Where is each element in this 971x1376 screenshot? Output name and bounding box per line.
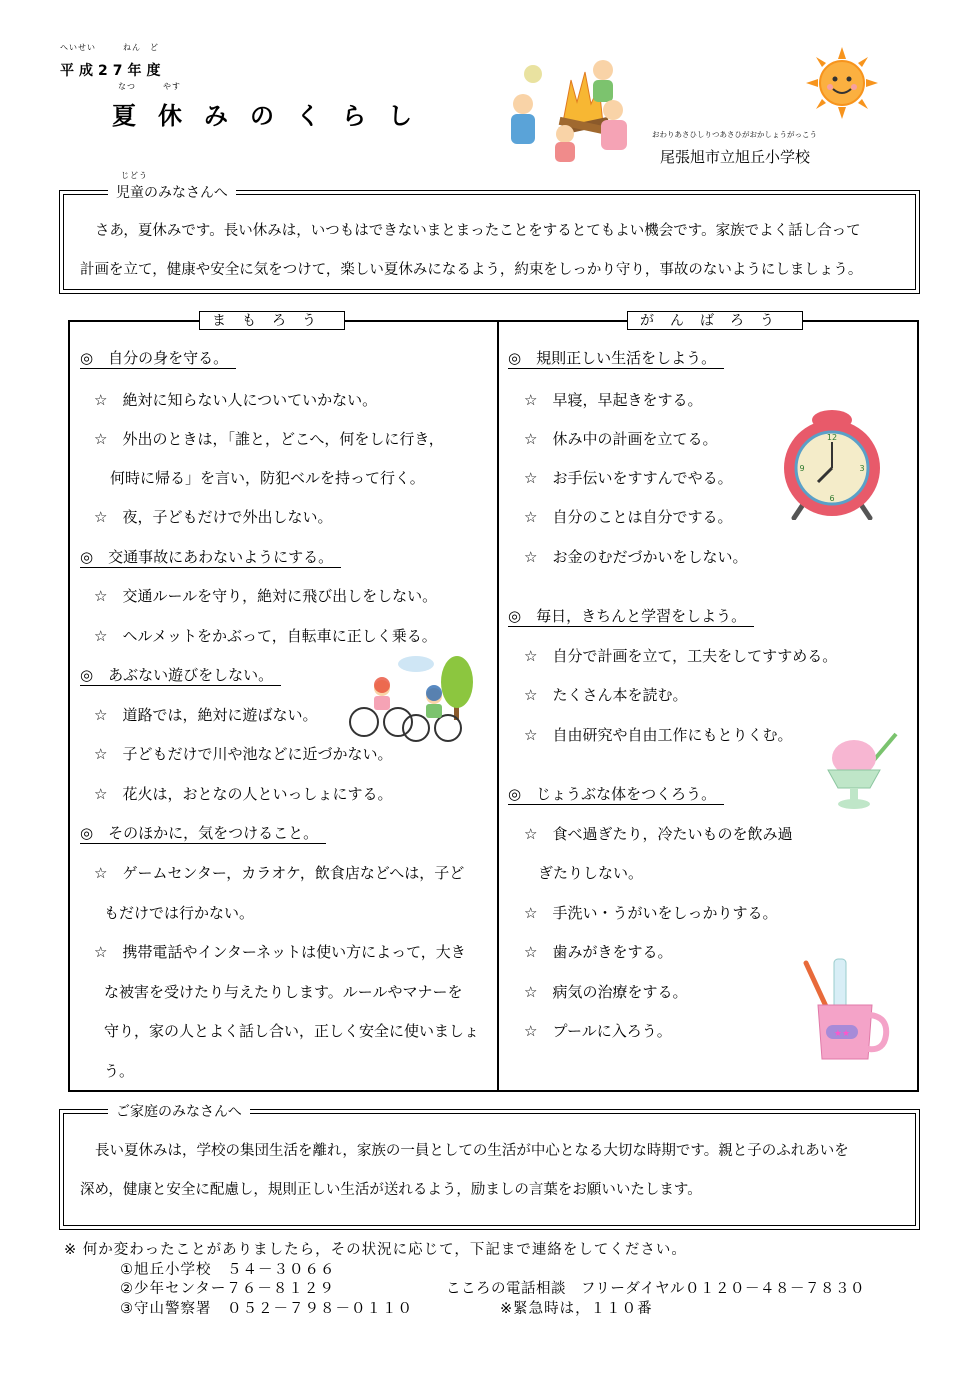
school-ruby: おわりあさひしりつあさひがおかしょうがっこう xyxy=(652,130,817,139)
section-heading: ◎ じょうぶな体をつくろう。 xyxy=(508,784,724,805)
list-item: ☆ 自由研究や自由工作にもとりくむ。 xyxy=(524,726,793,744)
list-item: もだけでは行かない。 xyxy=(104,904,255,922)
contact-youth-center: ②少年センター７６－８１２９ xyxy=(120,1281,335,1297)
list-item: ☆ 自分で計画を立て，工夫をしてすすめる。 xyxy=(524,647,838,665)
shaved-ice-icon xyxy=(818,730,902,812)
contact-note: ※ 何か変わったことがありましたら，その状況に応じて，下記まで連絡をしてください。 xyxy=(64,1242,687,1258)
section-heading: ◎ 毎日，きちんと学習をしよう。 xyxy=(508,606,754,627)
list-item: ☆ 夜，子どもだけで外出しない。 xyxy=(94,508,333,526)
page-title: 夏休みのくらし xyxy=(112,102,434,130)
contact-phone-consult: こころの電話相談 フリーダイヤル０１２０－４８－７８３０ xyxy=(446,1281,865,1297)
svg-text:★★: ★★ xyxy=(833,1029,851,1039)
list-item: 守り，家の人とよく話し合い，正しく安全に使いましょ xyxy=(104,1022,480,1040)
list-item: ☆ お金のむだづかいをしない。 xyxy=(524,548,748,566)
title-ruby: なつ やす xyxy=(118,82,181,91)
svg-text:12: 12 xyxy=(826,433,838,442)
list-item: ぎたりしない。 xyxy=(538,864,644,882)
ganbarou-tag: がんばろう xyxy=(627,311,803,330)
list-item: ☆ 携帯電話やインターネットは使い方によって，大き xyxy=(94,943,466,961)
sun-icon xyxy=(806,47,878,119)
legend-ruby: じどう xyxy=(121,171,148,180)
children-message-line-2: 計画を立て，健康や安全に気をつけて，楽しい夏休みになるよう，約束をしっかり守り，事故のないようにしましょう。 xyxy=(80,262,863,278)
year-ruby: へいせい ねん ど xyxy=(60,43,159,52)
list-item: ☆ 絶対に知らない人についていかない。 xyxy=(94,391,378,409)
list-item: ☆ 食べ過ぎたり，冷たいものを飲み過 xyxy=(524,825,793,843)
list-item: ☆ 手洗い・うがいをしっかりする。 xyxy=(524,904,778,922)
list-item: ☆ プールに入ろう。 xyxy=(524,1022,672,1040)
section-heading: ◎ 規則正しい生活をしよう。 xyxy=(508,348,724,369)
family-message-line-2: 深め，健康と安全に配慮し，規則正しい生活が送れるよう，励ましの言葉をお願いいたします。 xyxy=(80,1182,702,1198)
list-item: ☆ ゲームセンター，カラオケ，飲食店などへは，子ど xyxy=(94,864,465,882)
list-item: ☆ 外出のときは，「誰と，どこへ，何をしに行き， xyxy=(94,430,444,448)
list-item: ☆ たくさん本を読む。 xyxy=(524,686,688,704)
column-divider xyxy=(497,320,499,1092)
list-item: 何時に帰る」を言い，防犯ベルを持って行く。 xyxy=(110,469,425,487)
list-item: ☆ 早寝，早起きをする。 xyxy=(524,391,703,409)
family-message-line-1: 長い夏休みは，学校の集団生活を離れ，家族の一員としての生活が中心となる大切な時期です。親と子のふれあいを xyxy=(95,1143,849,1159)
list-item: な被害を受けたり与えたりします。ルールやマナーを xyxy=(104,983,463,1001)
contact-school: ①旭丘小学校 ５４－３０６６ xyxy=(120,1262,336,1278)
svg-text:9: 9 xyxy=(799,464,805,473)
section-heading: ◎ あぶない遊びをしない。 xyxy=(80,665,281,686)
contact-emergency: ※緊急時は，１１０番 xyxy=(500,1301,653,1317)
toothbrush-cup-icon xyxy=(790,955,890,1063)
list-item: ☆ お手伝いをすすんでやる。 xyxy=(524,469,733,487)
list-item: ☆ 休み中の計画を立てる。 xyxy=(524,430,718,448)
campfire-children-illustration xyxy=(505,52,635,164)
list-item: ☆ 花火は，おとなの人といっしょにする。 xyxy=(94,785,393,803)
list-item: ☆ 歯みがきをする。 xyxy=(524,943,673,961)
contact-police: ③守山警察署 ０５２－７９８－０１１０ xyxy=(120,1301,413,1317)
list-item: う。 xyxy=(104,1062,135,1080)
children-box-legend: 児童のみなさんへ xyxy=(108,182,236,202)
svg-text:6: 6 xyxy=(829,494,835,503)
section-heading: ◎ 交通事故にあわないようにする。 xyxy=(80,547,341,568)
section-heading: ◎ 自分の身を守る。 xyxy=(80,348,236,369)
list-item: ☆ ヘルメットをかぶって，自転車に正しく乗る。 xyxy=(94,627,437,645)
fiscal-year: 平成27年度 xyxy=(60,63,166,79)
bicycles-illustration xyxy=(346,650,482,742)
svg-text:3: 3 xyxy=(859,464,865,473)
list-item: ☆ 交通ルールを守り，絶対に飛び出しをしない。 xyxy=(94,587,438,605)
list-item: ☆ 自分のことは自分でする。 xyxy=(524,508,733,526)
family-box-legend: ご家庭のみなさんへ xyxy=(108,1101,250,1121)
list-item: ☆ 道路では，絶対に遊ばない。 xyxy=(94,706,318,724)
section-heading: ◎ そのほかに，気をつけること。 xyxy=(80,823,326,844)
list-item: ☆ 病気の治療をする。 xyxy=(524,983,688,1001)
children-message-line-1: さあ，夏休みです。長い休みは，いつもはできないまとまったことをするとてもよい機会です。家族でよく話し合って xyxy=(95,223,861,239)
school-name: 尾張旭市立旭丘小学校 xyxy=(660,148,811,166)
mamorou-tag: まもろう xyxy=(199,311,345,330)
list-item: ☆ 子どもだけで川や池などに近づかない。 xyxy=(94,745,393,763)
alarm-clock-icon xyxy=(780,402,884,520)
